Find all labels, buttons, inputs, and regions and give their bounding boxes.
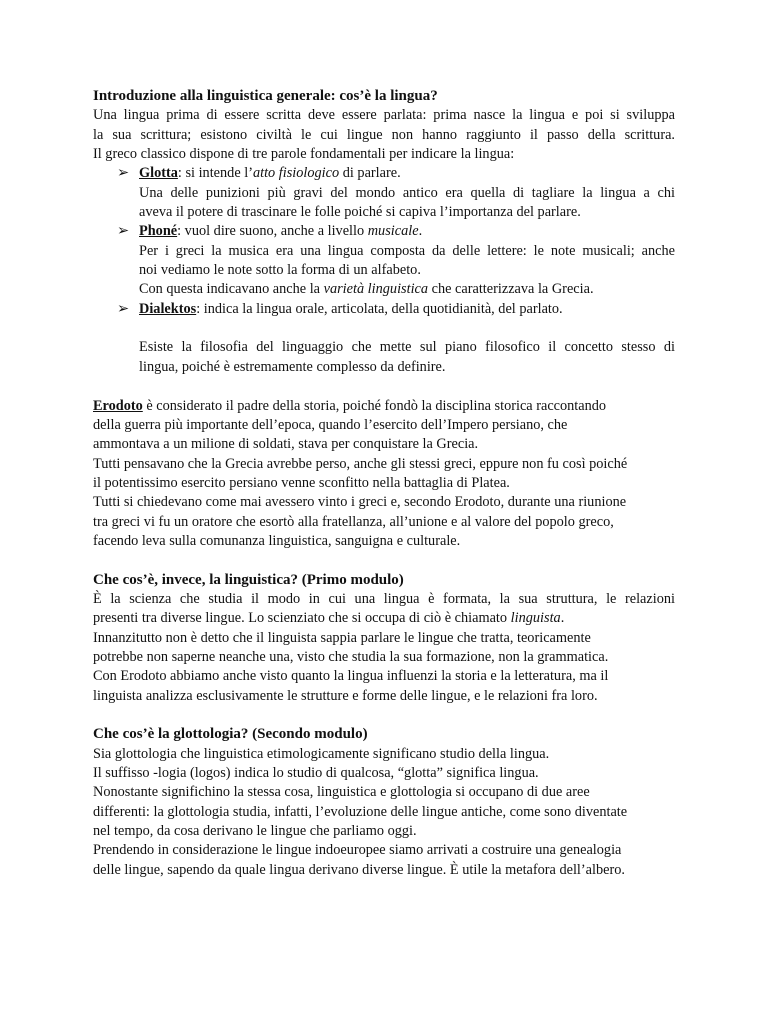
paragraph-line: lingua, poiché è estremamente complesso da definire. bbox=[139, 358, 446, 375]
paragraph-line: Tutti pensavano che la Grecia avrebbe perso, anche gli stessi greci, eppure non fu così poiché bbox=[93, 455, 628, 472]
paragraph-line: nel tempo, da cosa derivano le lingue che parliamo oggi. bbox=[93, 823, 417, 840]
paragraph-line: Con Erodoto abbiamo anche visto quanto la lingua influenzi la storia e la letteratura, ma il bbox=[93, 668, 609, 685]
paragraph-line: ammontava a un milione di soldati, stava per conquistare la Grecia. bbox=[93, 436, 479, 453]
section-title-linguistica: Che cos’è, invece, la linguistica? (Primo modulo) bbox=[93, 571, 404, 588]
term-dialektos: Dialektos bbox=[139, 300, 197, 317]
paragraph-line: Esiste la filosofia del linguaggio che mette sul piano filosofico il concetto stesso di bbox=[139, 339, 675, 356]
paragraph-line: potrebbe non saperne neanche una, visto che studia la sua formazione, non la grammatica. bbox=[93, 648, 609, 665]
paragraph-line: facendo leva sulla comunanza linguistica, sanguigna e culturale. bbox=[93, 532, 461, 549]
paragraph-line: la sua scrittura; esistono civiltà le cui lingue non hanno raggiunto il passo della scrittura. bbox=[93, 126, 675, 143]
paragraph-line: Prendendo in considerazione le lingue indoeuropee siamo arrivati a costruire una genealogia bbox=[93, 842, 622, 859]
paragraph-line: il potentissimo esercito persiano venne sconfitto nella battaglia di Platea. bbox=[93, 474, 510, 491]
arrow-bullet-icon: ➢ bbox=[117, 223, 129, 240]
paragraph-line: presenti tra diverse lingue. Lo scienziato che si occupa di ciò è chiamato linguista. bbox=[93, 610, 565, 627]
paragraph-line: della guerra più importante dell’epoca, quando l’esercito dell’Impero persiano, che bbox=[93, 416, 568, 433]
paragraph-line: Una delle punizioni più gravi del mondo antico era quella di tagliare la lingua a chi bbox=[139, 184, 675, 201]
paragraph-line: linguista analizza esclusivamente le strutture e forme delle lingue, e le relazioni fra loro. bbox=[93, 687, 598, 704]
paragraph-line: Il greco classico dispone di tre parole fondamentali per indicare la lingua: bbox=[93, 146, 515, 163]
section-title-glottologia: Che cos’è la glottologia? (Secondo modulo) bbox=[93, 726, 368, 743]
paragraph-line: delle lingue, sapendo da quale lingua derivano diverse lingue. È utile la metafora dell’albero. bbox=[93, 861, 625, 878]
paragraph-line: Nonostante significhino la stessa cosa, linguistica e glottologia si occupano di due aree bbox=[93, 784, 590, 801]
term-phone: Phoné bbox=[139, 223, 178, 240]
bullet-glotta: ➢ Glotta: si intende l’atto fisiologico di parlare. bbox=[93, 164, 675, 183]
paragraph-line: Il suffisso -logia (logos) indica lo studio di qualcosa, “glotta” significa lingua. bbox=[93, 765, 539, 782]
paragraph-line: Con questa indicavano anche la varietà linguistica che caratterizzava la Grecia. bbox=[139, 281, 594, 298]
arrow-bullet-icon: ➢ bbox=[117, 300, 129, 317]
section-title-introduzione: Introduzione alla linguistica generale: cos’è la lingua? bbox=[93, 88, 438, 104]
paragraph-line: noi vediamo le note sotto la forma di un alfabeto. bbox=[139, 262, 421, 279]
bullet-dialektos: ➢ Dialektos: indica la lingua orale, articolata, della quotidianità, del parlato. bbox=[93, 300, 675, 319]
paragraph-line: Innanzitutto non è detto che il linguista sappia parlare le lingue che tratta, teoricamente bbox=[93, 629, 591, 646]
arrow-bullet-icon: ➢ bbox=[117, 165, 129, 182]
paragraph-line: È la scienza che studia il modo in cui una lingua è formata, la sua struttura, le relazioni bbox=[93, 590, 675, 607]
paragraph-line: tra greci vi fu un oratore che esortò alla fratellanza, all’unione e al valore del popolo greco, bbox=[93, 513, 614, 530]
paragraph-line: Sia glottologia che linguistica etimologicamente significano studio della lingua. bbox=[93, 745, 550, 762]
bullet-phone: ➢ Phoné: vuol dire suono, anche a livello musicale. bbox=[93, 222, 675, 241]
paragraph-line: Per i greci la musica era una lingua composta da delle lettere: le note musicali; anche bbox=[139, 242, 675, 259]
paragraph-line: aveva il potere di trascinare le folle poiché si capiva l’importanza del parlare. bbox=[139, 204, 581, 221]
paragraph-line: Tutti si chiedevano come mai avessero vinto i greci e, secondo Erodoto, durante una riunione bbox=[93, 494, 627, 511]
paragraph-line: Erodoto è considerato il padre della storia, poiché fondò la disciplina storica raccontando bbox=[93, 397, 607, 414]
document-page bbox=[93, 87, 675, 880]
term-erodoto: Erodoto bbox=[93, 397, 143, 414]
paragraph-line: Una lingua prima di essere scritta deve essere parlata: prima nasce la lingua e poi si sviluppa bbox=[93, 107, 675, 124]
paragraph-line: differenti: la glottologia studia, infatti, l’evoluzione delle lingue antiche, come sono diventate bbox=[93, 803, 628, 820]
term-glotta: Glotta bbox=[139, 165, 178, 182]
